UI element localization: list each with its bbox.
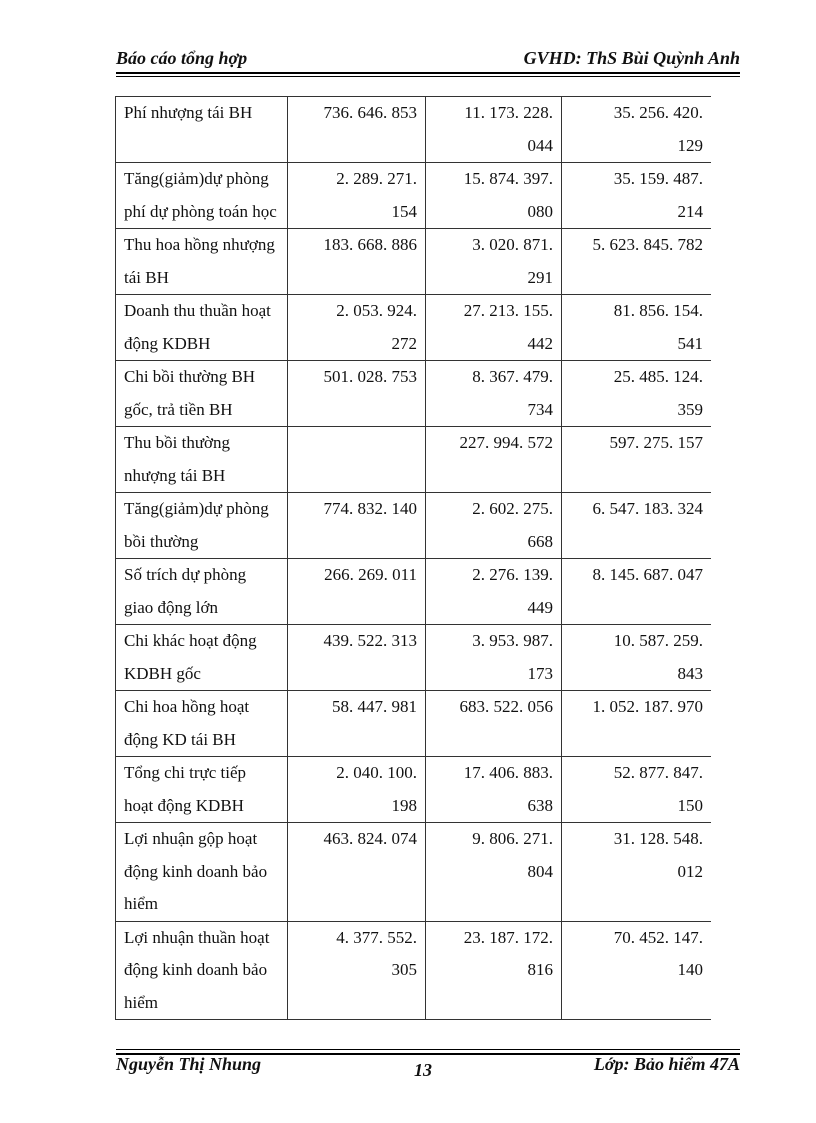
value-col-2-text: 3. 020. 871. 291 (472, 235, 553, 287)
row-label (116, 625, 288, 691)
row-label (116, 427, 288, 493)
value-col-2 (426, 493, 562, 559)
value-col-1-text: 463. 824. 074 (323, 829, 417, 848)
value-col-1-text: 4. 377. 552. 305 (336, 927, 417, 979)
table-row (116, 625, 712, 691)
value-col-3-text: 35. 159. 487. 214 (613, 169, 703, 221)
value-col-1 (288, 559, 426, 625)
value-col-3 (562, 625, 712, 691)
value-col-2-text: 227. 994. 572 (459, 433, 553, 452)
value-col-1-text: 58. 447. 981 (332, 697, 417, 716)
row-label-text: Chi khác hoạt động KDBH gốc (124, 631, 257, 683)
value-col-1-text: 2. 053. 924. 272 (336, 301, 417, 353)
value-col-3 (562, 361, 712, 427)
table-row (116, 559, 712, 625)
value-col-2 (426, 757, 562, 823)
value-col-1 (288, 757, 426, 823)
value-col-1-text: 774. 832. 140 (323, 499, 417, 518)
row-label-text: Thu hoa hồng nhượng tái BH (124, 235, 275, 287)
row-label (116, 823, 288, 922)
row-label-text: Lợi nhuận gộp hoạt động kinh doanh bảo hiểm (124, 829, 268, 913)
value-col-3 (562, 427, 712, 493)
footer-author: Nguyễn Thị Nhung (116, 1054, 262, 1074)
row-label-text: Tăng(giảm)dự phòng phí dự phòng toán học (124, 169, 277, 221)
value-col-1-text: 736. 646. 853 (323, 103, 417, 122)
value-col-3-text: 31. 128. 548. 012 (613, 829, 703, 881)
value-col-3 (562, 97, 712, 163)
row-label-text: Tổng chi trực tiếp hoạt động KDBH (124, 763, 247, 815)
row-label-text: Chi hoa hồng hoạt động KD tái BH (124, 697, 250, 749)
value-col-2-text: 8. 367. 479. 734 (472, 367, 553, 419)
page-footer (116, 1054, 740, 1078)
value-col-3-text: 1. 052. 187. 970 (592, 697, 703, 716)
value-col-3 (562, 559, 712, 625)
row-label (116, 921, 288, 1020)
value-col-1 (288, 295, 426, 361)
table-row (116, 163, 712, 229)
value-col-1 (288, 163, 426, 229)
row-label (116, 559, 288, 625)
value-col-3-text: 6. 547. 183. 324 (592, 499, 703, 518)
value-col-1 (288, 361, 426, 427)
value-col-1-text: 2. 289. 271. 154 (336, 169, 417, 221)
value-col-1 (288, 427, 426, 493)
table-row (116, 97, 712, 163)
row-label (116, 757, 288, 823)
row-label (116, 295, 288, 361)
table-row (116, 427, 712, 493)
value-col-2 (426, 427, 562, 493)
row-label-text: Lợi nhuận thuần hoạt động kinh doanh bảo hiểm (124, 927, 270, 1012)
value-col-3 (562, 295, 712, 361)
value-col-3-text: 10. 587. 259. 843 (613, 631, 703, 683)
value-col-2 (426, 625, 562, 691)
table-row (116, 921, 712, 1020)
value-col-3 (562, 823, 712, 922)
value-col-1-text: 266. 269. 011 (324, 565, 417, 584)
row-label-text: Phí nhượng tái BH (124, 103, 253, 122)
row-label-text: Chi bồi thường BH gốc, trả tiền BH (124, 367, 256, 419)
value-col-2-text: 683. 522. 056 (459, 697, 553, 716)
value-col-3-text: 52. 877. 847. 150 (613, 763, 703, 815)
value-col-2 (426, 361, 562, 427)
value-col-2-text: 3. 953. 987. 173 (472, 631, 553, 683)
value-col-3-text: 25. 485. 124. 359 (613, 367, 703, 419)
value-col-2-text: 17. 406. 883. 638 (463, 763, 553, 815)
value-col-3-text: 597. 275. 157 (609, 433, 703, 452)
value-col-2 (426, 559, 562, 625)
value-col-3 (562, 163, 712, 229)
table-row (116, 691, 712, 757)
value-col-1 (288, 229, 426, 295)
header-supervisor: GVHD: ThS Bùi Quỳnh Anh (523, 48, 740, 68)
value-col-3-text: 70. 452. 147. 140 (613, 927, 703, 979)
table-row (116, 295, 712, 361)
table-container (115, 96, 711, 1030)
value-col-2-text: 23. 187. 172. 816 (463, 927, 553, 979)
value-col-2-text: 11. 173. 228. 044 (464, 103, 553, 155)
row-label (116, 691, 288, 757)
value-col-2-text: 9. 806. 271. 804 (472, 829, 553, 881)
value-col-1-text: 501. 028. 753 (323, 367, 417, 386)
value-col-2 (426, 97, 562, 163)
value-col-2 (426, 691, 562, 757)
table-row (116, 493, 712, 559)
value-col-1-text: 439. 522. 313 (323, 631, 417, 650)
value-col-1 (288, 823, 426, 922)
value-col-3 (562, 757, 712, 823)
row-label-text: Doanh thu thuần hoạt động KDBH (124, 301, 271, 353)
value-col-3 (562, 493, 712, 559)
value-col-2-text: 27. 213. 155. 442 (463, 301, 553, 353)
table-row (116, 361, 712, 427)
value-col-1 (288, 625, 426, 691)
table-row (116, 757, 712, 823)
value-col-2 (426, 163, 562, 229)
header-rule (116, 72, 740, 74)
row-label (116, 493, 288, 559)
value-col-2 (426, 921, 562, 1020)
value-col-2-text: 2. 602. 275. 668 (472, 499, 553, 551)
value-col-2 (426, 229, 562, 295)
page-header (116, 48, 740, 70)
value-col-2-text: 2. 276. 139. 449 (472, 565, 553, 617)
value-col-3-text: 5. 623. 845. 782 (592, 235, 703, 254)
value-col-2 (426, 295, 562, 361)
row-label (116, 229, 288, 295)
row-label (116, 97, 288, 163)
row-label (116, 163, 288, 229)
financial-table (115, 96, 711, 1020)
row-label-text: Tăng(giảm)dự phòng bồi thường (124, 499, 269, 551)
row-label-text: Thu bồi thường nhượng tái BH (124, 433, 231, 485)
table-row (116, 229, 712, 295)
value-col-3-text: 8. 145. 687. 047 (592, 565, 703, 584)
header-rule-thin (116, 76, 740, 77)
value-col-3 (562, 691, 712, 757)
row-label-text: Số trích dự phòng giao động lớn (124, 565, 247, 617)
value-col-1-text: 183. 668. 886 (323, 235, 417, 254)
footer-class: Lớp: Bảo hiểm 47A (593, 1054, 740, 1074)
value-col-2 (426, 823, 562, 922)
value-col-1 (288, 691, 426, 757)
row-label (116, 361, 288, 427)
header-report-title: Báo cáo tổng hợp (116, 48, 248, 68)
value-col-1-text: 2. 040. 100. 198 (336, 763, 417, 815)
table-row (116, 823, 712, 922)
value-col-1 (288, 921, 426, 1020)
value-col-3 (562, 921, 712, 1020)
value-col-2-text: 15. 874. 397. 080 (463, 169, 553, 221)
footer-rule-thin (116, 1049, 740, 1050)
value-col-1 (288, 493, 426, 559)
value-col-3 (562, 229, 712, 295)
value-col-3-text: 35. 256. 420. 129 (613, 103, 703, 155)
value-col-3-text: 81. 856. 154. 541 (613, 301, 703, 353)
value-col-1 (288, 97, 426, 163)
page-number: 13 (414, 1060, 432, 1080)
